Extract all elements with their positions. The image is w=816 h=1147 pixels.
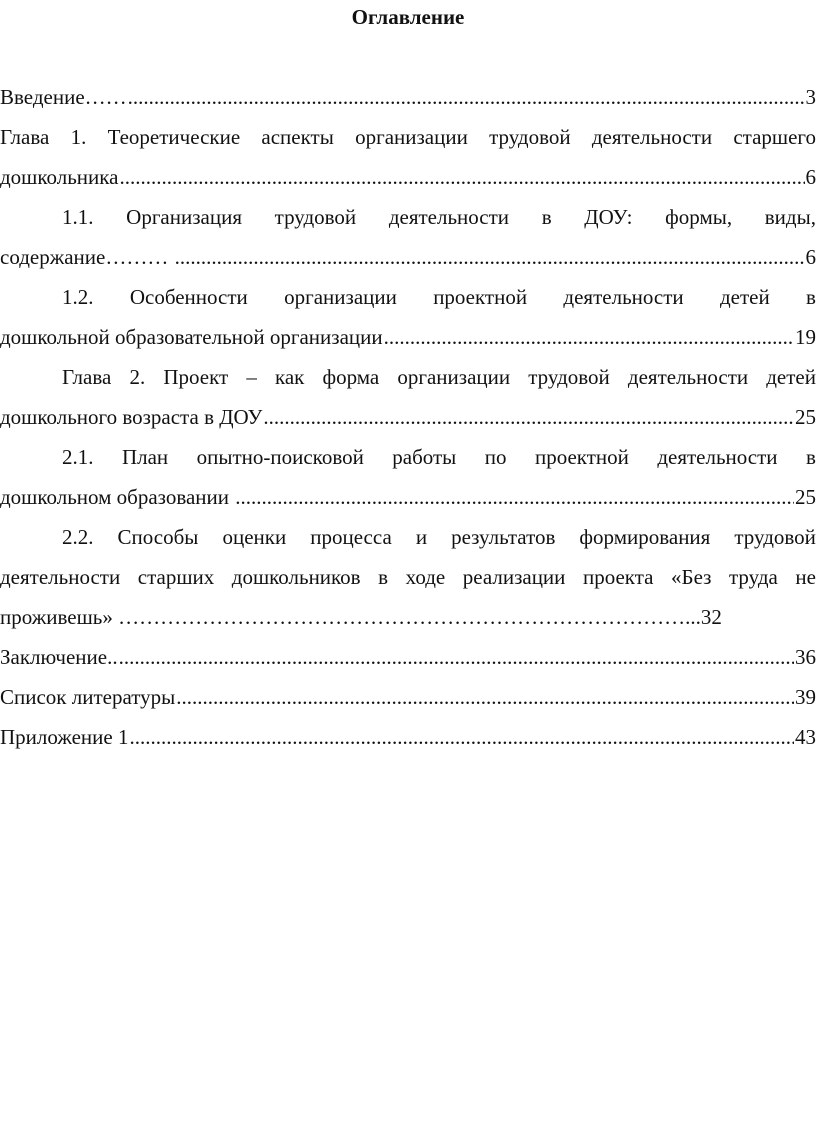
toc-word: Способы	[117, 525, 199, 549]
toc-entry-text: дошкольника	[0, 165, 119, 189]
toc-word: в	[805, 445, 816, 469]
toc-word: трудовой	[528, 365, 610, 389]
toc-entry-intro[interactable]	[0, 83, 816, 123]
toc-word: –	[246, 365, 257, 389]
toc-word: организации	[355, 125, 468, 149]
toc-entry-s1-1-line2[interactable]	[0, 243, 816, 283]
toc-entry-text: проживешь» ………………………………………………………………………...	[0, 605, 701, 629]
dot-leader	[235, 483, 794, 511]
toc-page-number: 36	[795, 645, 816, 669]
toc-word: 1.2.	[62, 285, 94, 309]
toc-page-number: 6	[805, 245, 816, 269]
toc-entry-text: дошкольном образовании	[0, 485, 235, 509]
toc-page-number: 19	[795, 325, 816, 349]
toc-entry-references[interactable]	[0, 683, 816, 723]
toc-word: трудовой	[734, 525, 816, 549]
toc-word: Теоретические	[107, 125, 241, 149]
toc-entry-text: дошкольного возраста в ДОУ	[0, 405, 263, 429]
dot-leader	[263, 403, 794, 431]
toc-word: 2.2.	[62, 525, 94, 549]
toc-entry-s2-2-line3[interactable]	[0, 603, 816, 643]
toc-word: не	[795, 565, 816, 589]
toc-entry-conclusion[interactable]	[0, 643, 816, 683]
toc-word: труда	[729, 565, 778, 589]
toc-word: Проект	[163, 365, 229, 389]
toc-word: трудовой	[274, 205, 357, 229]
toc-word: форма	[322, 365, 380, 389]
toc-word: детей	[719, 285, 770, 309]
toc-word: 1.1.	[62, 205, 94, 229]
toc-word: работы	[392, 445, 457, 469]
toc-word: формирования	[579, 525, 711, 549]
dot-leader	[119, 163, 804, 191]
toc-word: деятельности	[591, 125, 713, 149]
toc-entry-text: Заключение..	[0, 645, 118, 669]
toc-entry-s2-2-line1[interactable]	[0, 523, 816, 563]
toc-title: Оглавление	[351, 5, 465, 29]
dot-leader	[175, 243, 805, 271]
toc-word: 1.	[70, 125, 87, 149]
dot-leader	[119, 643, 794, 671]
toc-word: организации	[284, 285, 397, 309]
toc-word: проекта	[582, 565, 654, 589]
toc-word: Глава	[62, 365, 112, 389]
toc-entry-s1-1-line1[interactable]	[0, 203, 816, 243]
toc-word: 2.1.	[62, 445, 94, 469]
toc-word: детей	[766, 365, 816, 389]
toc-entry-ch2-line2[interactable]	[0, 403, 816, 443]
toc-entry-s2-1-line1[interactable]	[0, 443, 816, 483]
toc-word: старших	[137, 565, 215, 589]
toc-word: опытно-поисковой	[196, 445, 364, 469]
toc-page-number: 25	[795, 485, 816, 509]
toc-word: Организация	[126, 205, 242, 229]
table-of-contents	[0, 83, 816, 763]
toc-entry-ch1-line1[interactable]	[0, 123, 816, 163]
toc-word: ДОУ:	[584, 205, 633, 229]
toc-word: дошкольников	[231, 565, 361, 589]
toc-entry-text: Введение……	[0, 85, 127, 109]
toc-word: формы,	[665, 205, 733, 229]
toc-word: проектной	[433, 285, 528, 309]
toc-word: реализации	[462, 565, 566, 589]
toc-word: «Без	[671, 565, 712, 589]
toc-word: как	[274, 365, 305, 389]
toc-word: и	[415, 525, 428, 549]
toc-entry-ch2-line1[interactable]	[0, 363, 816, 403]
toc-word: Глава	[0, 125, 50, 149]
dot-leader	[128, 83, 805, 111]
toc-word: оценки	[222, 525, 287, 549]
toc-word: деятельности	[563, 285, 684, 309]
toc-entry-s2-1-line2[interactable]	[0, 483, 816, 523]
toc-word: процесса	[310, 525, 392, 549]
toc-entry-s2-2-line2[interactable]	[0, 563, 816, 603]
toc-entry-text: дошкольной образовательной организации	[0, 325, 383, 349]
toc-word: трудовой	[489, 125, 571, 149]
toc-word: проектной	[534, 445, 629, 469]
toc-word: в	[806, 285, 816, 309]
toc-word: результатов	[451, 525, 556, 549]
toc-entry-s1-2-line2[interactable]	[0, 323, 816, 363]
toc-word: ходе	[405, 565, 446, 589]
toc-word: 2.	[129, 365, 146, 389]
toc-page-number: 6	[805, 165, 816, 189]
toc-entry-text: Приложение 1	[0, 725, 129, 749]
toc-page-number: 32	[700, 605, 722, 629]
toc-page-number: 43	[795, 725, 816, 749]
toc-word: аспекты	[261, 125, 334, 149]
toc-entry-s1-2-line1[interactable]	[0, 283, 816, 323]
dot-leader	[176, 683, 794, 711]
toc-word: в	[378, 565, 389, 589]
toc-entry-text: содержание………	[0, 245, 174, 269]
dot-leader	[384, 323, 794, 351]
toc-word: План	[121, 445, 169, 469]
toc-page-number: 3	[805, 85, 816, 109]
toc-word: деятельности	[657, 445, 778, 469]
toc-word: в	[541, 205, 552, 229]
toc-entry-ch1-line2[interactable]	[0, 163, 816, 203]
toc-word: организации	[397, 365, 511, 389]
toc-entry-appendix-1[interactable]	[0, 723, 816, 763]
toc-word: по	[484, 445, 507, 469]
toc-page-number: 39	[795, 685, 816, 709]
toc-page-number: 25	[795, 405, 816, 429]
toc-word: деятельности	[627, 365, 749, 389]
toc-word: виды,	[764, 205, 816, 229]
toc-word: деятельности	[388, 205, 510, 229]
toc-word: старшего	[733, 125, 816, 149]
toc-word: Особенности	[129, 285, 248, 309]
toc-entry-text: Список литературы	[0, 685, 176, 709]
dot-leader	[129, 723, 794, 751]
toc-word: деятельности	[0, 565, 121, 589]
